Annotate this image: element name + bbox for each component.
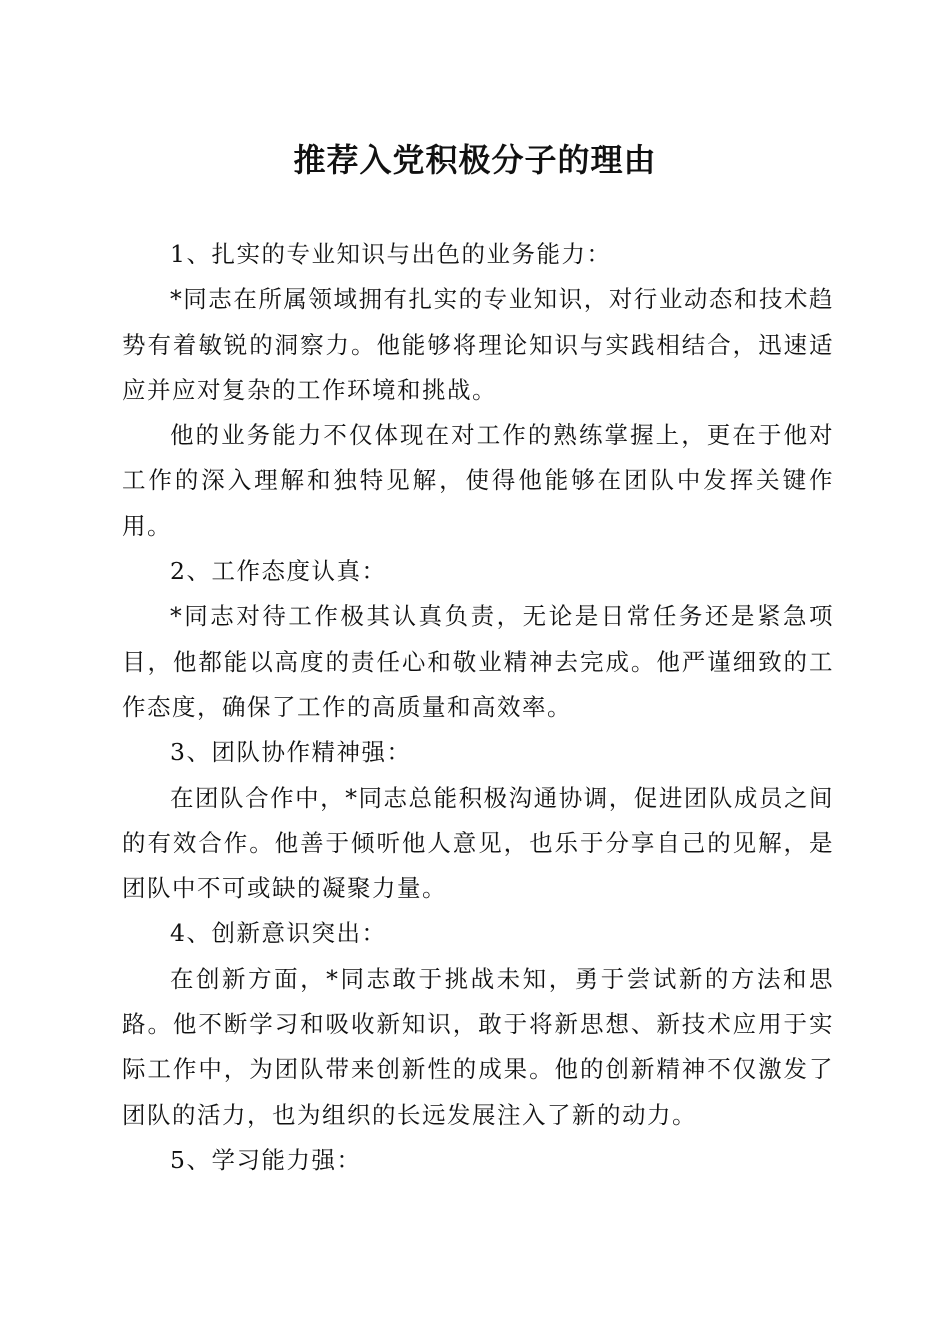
paragraph-2-1: *同志对待工作极其认真负责，无论是日常任务还是紧急项目，他都能以高度的责任心和敬业精神去完成。他严谨细致的工作态度，确保了工作的高质量和高效率。: [122, 602, 834, 721]
heading-2: 2、工作态度认真：: [170, 557, 387, 586]
heading-3: 3、团队协作精神强：: [170, 738, 412, 767]
paragraph-4-1: 在创新方面，*同志敢于挑战未知，勇于尝试新的方法和思路。他不断学习和吸收新知识，敢于将新思想、新技术应用于实际工作中，为团队带来创新性的成果。他的创新精神不仅激发了团队的活力，也为组织的长远发展注入了新的动力。: [122, 964, 834, 1129]
paragraph-1-2: 他的业务能力不仅体现在对工作的熟练掌握上，更在于他对工作的深入理解和独特见解，使得他能够在团队中发挥关键作用。: [122, 421, 834, 540]
document-body: [122, 232, 834, 1183]
heading-5: 5、学习能力强：: [170, 1145, 362, 1174]
paragraph-1-1: *同志在所属领域拥有扎实的专业知识，对行业动态和技术趋势有着敏锐的洞察力。他能够将理论知识与实践相结合，迅速适应并应对复杂的工作环境和挑战。: [122, 285, 834, 404]
paragraph-3-1: 在团队合作中，*同志总能积极沟通协调，促进团队成员之间的有效合作。他善于倾听他人意见，也乐于分享自己的见解，是团队中不可或缺的凝聚力量。: [122, 783, 834, 903]
document-title: 推荐入党积极分子的理由: [293, 141, 657, 179]
heading-1: 1、扎实的专业知识与出色的业务能力：: [170, 240, 612, 268]
heading-4: 4、创新意识突出：: [170, 919, 387, 948]
